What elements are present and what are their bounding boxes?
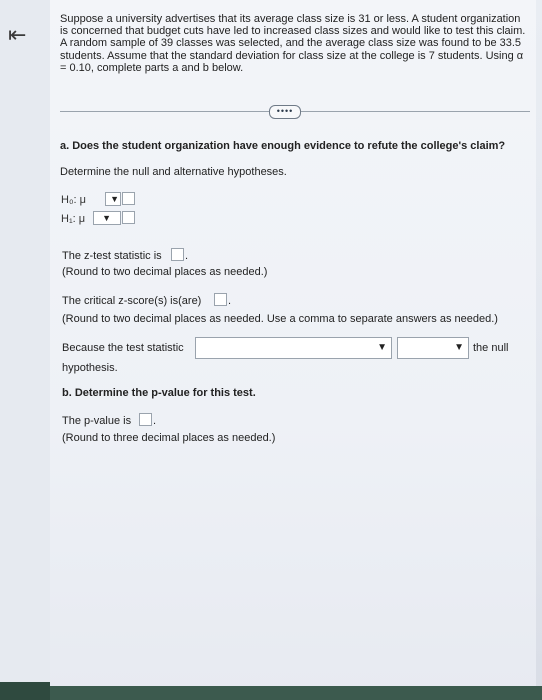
question-panel xyxy=(50,0,536,700)
h0-value-input[interactable] xyxy=(122,192,135,205)
z-stat-label: The z-test statistic is xyxy=(62,250,162,262)
h1-operator-dropdown[interactable] xyxy=(93,211,121,225)
test-statistic-comparison-dropdown[interactable] xyxy=(195,337,392,359)
chevron-down-icon: ▼ xyxy=(377,342,387,353)
h1-value-input[interactable] xyxy=(122,211,135,224)
the-null-label: the null xyxy=(473,342,509,354)
part-a-question: a. Does the student organization have enough evidence to refute the college's claim? xyxy=(60,140,506,152)
chevron-down-icon: ▼ xyxy=(110,194,119,204)
expand-more-button[interactable]: •••• xyxy=(269,105,301,119)
z-stat-period: . xyxy=(185,250,189,262)
pvalue-label: The p-value is xyxy=(62,415,132,427)
left-nav-strip xyxy=(0,0,50,700)
hypothesis-label: hypothesis. xyxy=(62,362,118,374)
part-b-question: b. Determine the p-value for this test. xyxy=(62,387,256,399)
conclusion-label: Because the test statistic xyxy=(62,342,184,354)
critical-z-label: The critical z-score(s) is(are) xyxy=(62,295,202,307)
reject-decision-dropdown[interactable] xyxy=(397,337,469,359)
pvalue-period: . xyxy=(153,415,157,427)
pvalue-note: (Round to three decimal places as needed.) xyxy=(62,432,276,444)
critical-z-note: (Round to two decimal places as needed. Use a comma to separate answers as needed.) xyxy=(62,313,498,325)
bottom-edge-left xyxy=(0,682,50,700)
h0-operator-dropdown[interactable] xyxy=(105,192,121,206)
critical-z-input[interactable] xyxy=(214,293,227,306)
z-stat-input[interactable] xyxy=(171,248,184,261)
h1-label: H₁: μ xyxy=(61,213,86,225)
back-arrow-icon[interactable]: ⇤ xyxy=(8,22,27,47)
hypotheses-instruction: Determine the null and alternative hypotheses. xyxy=(60,166,287,178)
problem-statement: Suppose a university advertises that its average class size is 31 or less. A student organization is concerned that budget cuts have led to increased class sizes and would like to test this claim. A random sample of 39 classes was selected, and the average class size was found to be 33.5 students. Assume that the standard deviation for class size at the college is 7 students. Using α = 0.10, complete parts a and b below. xyxy=(60,13,526,74)
z-stat-note: (Round to two decimal places as needed.) xyxy=(62,266,268,278)
bottom-edge xyxy=(0,686,542,700)
critical-z-period: . xyxy=(228,295,232,307)
chevron-down-icon: ▼ xyxy=(454,342,464,353)
pvalue-input[interactable] xyxy=(139,413,152,426)
chevron-down-icon: ▼ xyxy=(102,213,111,223)
h0-label: H₀: μ xyxy=(61,194,86,206)
